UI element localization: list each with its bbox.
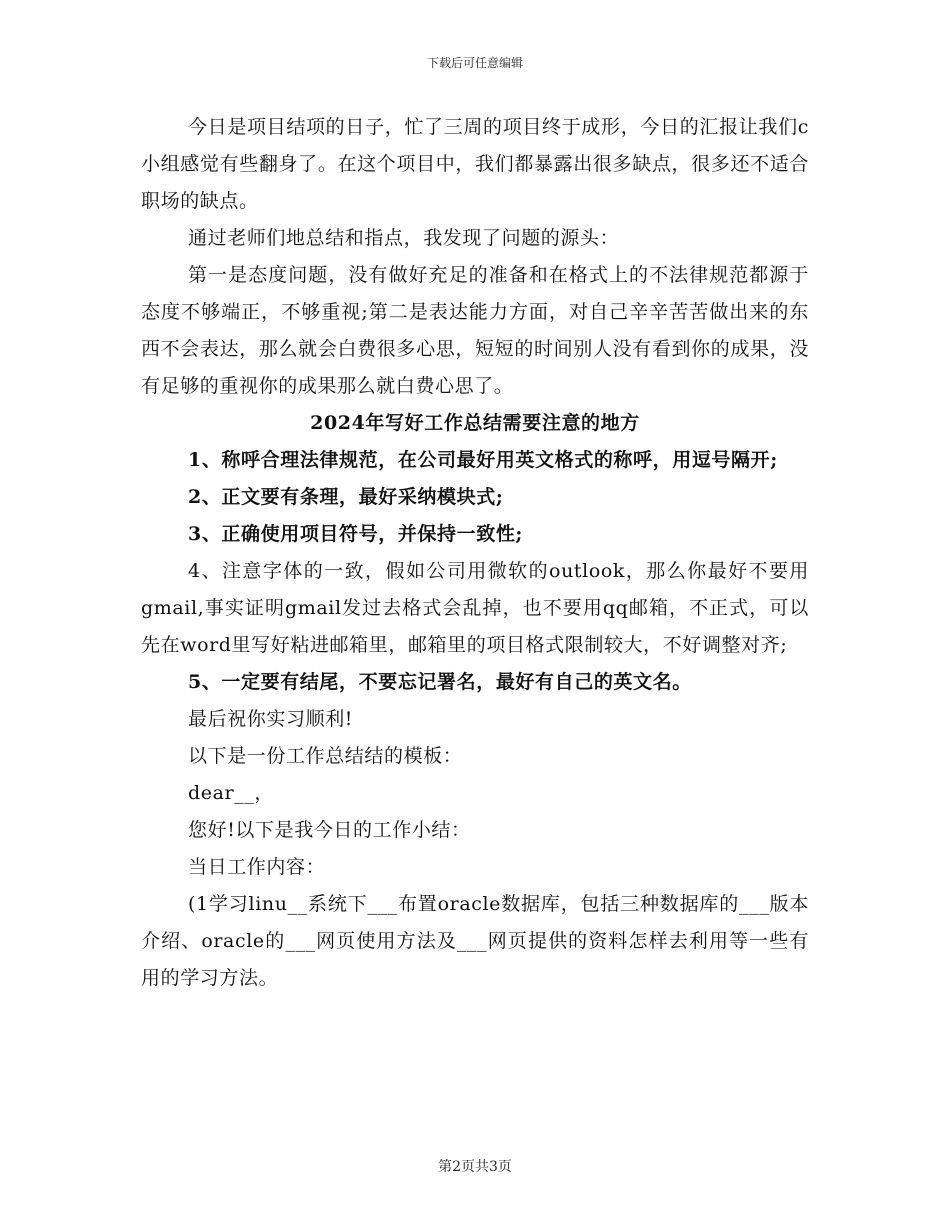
paragraph-work-content-label: 当日工作内容： xyxy=(188,856,326,878)
paragraph-teacher-summary: 通过老师们地总结和指点，我发现了问题的源头： xyxy=(188,227,620,249)
list-item-4: 4、注意字体的一致，假如公司用微软的outlook，那么你最好不要用gmail,事实证明gmail发过去格式会乱掉，也不要用qq邮箱，不正式，可以先在word里写好粘进邮箱里，邮箱里的项目格式限制较大，不好调整对齐; xyxy=(141,560,809,656)
paragraph-wish: 最后祝你实习顺利! xyxy=(188,708,354,730)
list-item-1: 1、称呼合理法律规范，在公司最好用英文格式的称呼，用逗号隔开; xyxy=(188,449,778,471)
paragraph-salutation: dear__， xyxy=(188,782,275,804)
paragraph-template-intro: 以下是一份工作总结结的模板： xyxy=(188,745,463,767)
document-body xyxy=(141,109,809,997)
list-item-2: 2、正文要有条理，最好采纳模块式; xyxy=(188,486,504,508)
paragraph-work-item-1: (1学习linu__系统下___布置oracle数据库，包括三种数据库的___版本介绍、oracle的___网页使用方法及___网页提供的资料怎样去利用等一些有用的学习方法。 xyxy=(141,893,809,989)
list-item-5: 5、一定要有结尾，不要忘记署名，最好有自己的英文名。 xyxy=(188,671,692,693)
page-footer: 第2页共3页 xyxy=(438,1159,512,1175)
page-header: 下载后可任意编辑 xyxy=(426,56,523,70)
list-item-3: 3、正确使用项目符号，并保持一致性; xyxy=(188,523,524,545)
paragraph-problems: 第一是态度问题，没有做好充足的准备和在格式上的不法律规范都源于态度不够端正，不够重视;第二是表达能力方面，对自己辛辛苦苦做出来的东西不会表达，那么就会白费很多心思，短短的时间别人没有看到你的成果，没有足够的重视你的成果那么就白费心思了。 xyxy=(141,264,809,397)
paragraph-intro: 今日是项目结项的日子，忙了三周的项目终于成形，今日的汇报让我们c小组感觉有些翻身了。在这个项目中，我们都暴露出很多缺点，很多还不适合职场的缺点。 xyxy=(141,116,809,212)
section-heading: 2024年写好工作总结需要注意的地方 xyxy=(310,412,640,434)
paragraph-greeting: 您好!以下是我今日的工作小结： xyxy=(188,819,471,841)
